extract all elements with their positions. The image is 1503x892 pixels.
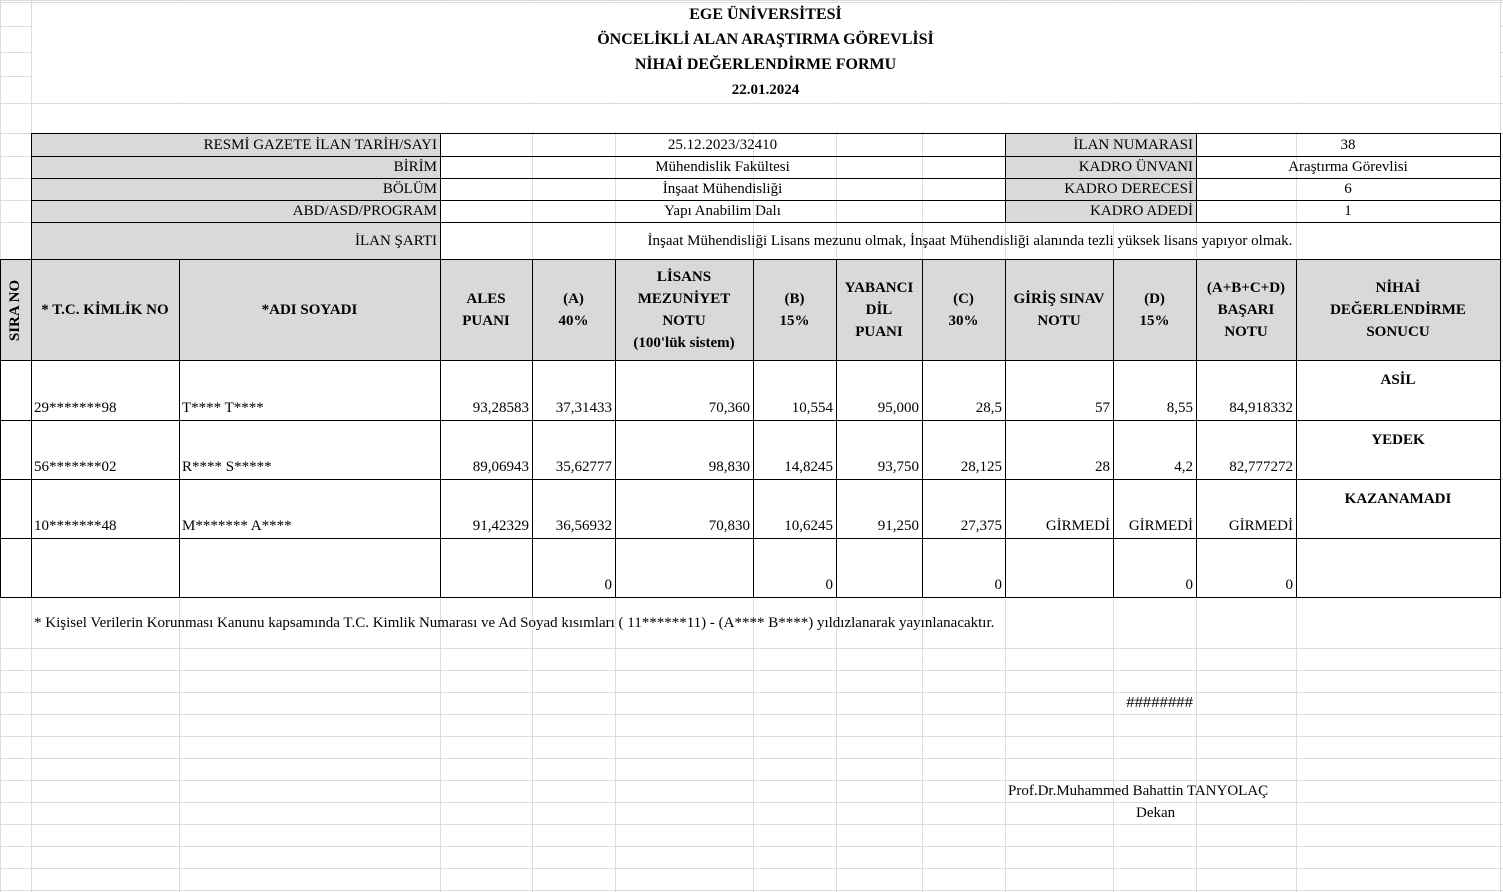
d-cell [1113, 480, 1196, 538]
a-header [532, 260, 615, 360]
giris-cell [1005, 361, 1113, 420]
gridline-horizontal [0, 670, 1503, 671]
info-label-condition-text: İLAN ŞARTI [354, 232, 437, 249]
info-label-cadre_title [1005, 156, 1196, 178]
name-cell [179, 539, 440, 597]
basari-cell-text: 0 [1285, 577, 1293, 593]
overflow-cell-text: ######## [1126, 694, 1193, 711]
giris-cell-text: GİRMEDİ [1045, 518, 1110, 534]
info-label-gazette [31, 133, 440, 156]
yabanci-header-line: DİL [865, 302, 893, 318]
signature-name-text: Prof.Dr.Muhammed Bahattin TANYOLAÇ [1008, 783, 1269, 799]
ales-cell-text: 93,28583 [472, 400, 529, 416]
d-header-lines [1140, 288, 1170, 332]
a-cell-text: 37,31433 [555, 400, 612, 416]
lisans-header [615, 260, 753, 360]
tc-cell [31, 421, 179, 479]
nihai-header [1296, 260, 1500, 360]
info-value-program-text: Yapı Anabilim Dalı [664, 203, 781, 219]
basari-cell [1196, 480, 1296, 538]
signature-title-text: Dekan [1136, 805, 1176, 821]
name-header-text: *ADI SOYADI [261, 302, 358, 318]
name-header [179, 260, 440, 360]
lisans-header-line: NOTU [662, 313, 706, 329]
tc-cell-text: 10*******48 [34, 518, 117, 534]
info-label-department [31, 178, 440, 200]
a-header-lines [559, 288, 589, 332]
university-title-text: EGE ÜNİVERSİTESİ [689, 6, 842, 23]
university-title [31, 4, 1500, 26]
footnote [31, 610, 1331, 636]
d-cell [1113, 421, 1196, 479]
result-cell [1296, 488, 1500, 532]
b-cell [753, 361, 836, 420]
ales-cell [440, 361, 532, 420]
lisans-cell [615, 421, 753, 479]
c-cell-text: 28,5 [975, 400, 1002, 416]
info-label-unit-text: BİRİM [393, 159, 437, 175]
lisans-header-line: MEZUNİYET [637, 291, 731, 307]
c-header-line: (C) [953, 291, 974, 307]
info-label-cadre_degree-text: KADRO DERECESİ [1064, 181, 1193, 197]
d-header-line: (D) [1144, 291, 1165, 307]
form-title-text: NİHAİ DEĞERLENDİRME FORMU [634, 55, 897, 73]
tc-cell [31, 361, 179, 420]
name-cell-text: M******* A**** [182, 518, 292, 534]
tc-cell [31, 480, 179, 538]
lisans-cell-text: 98,830 [708, 459, 750, 475]
signature-name [1005, 780, 1300, 802]
d-cell-text: 8,55 [1166, 400, 1193, 416]
info-label-program [31, 200, 440, 222]
c-cell [922, 480, 1005, 538]
d-cell [1113, 539, 1196, 597]
c-header [922, 260, 1005, 360]
result-cell [1296, 547, 1500, 591]
yabanci-header [836, 260, 922, 360]
info-value-ad_number [1196, 133, 1500, 156]
info-value-gazette [440, 133, 1005, 156]
d-header-line: 15% [1139, 313, 1170, 329]
giris-cell-text: 28 [1095, 459, 1110, 475]
info-value-department [440, 178, 1005, 200]
b-header-line: (B) [784, 291, 805, 307]
nihai-header-line: DEĞERLENDİRME [1330, 302, 1466, 318]
b-cell-text: 10,6245 [784, 518, 833, 534]
info-value-gazette-text: 25.12.2023/32410 [667, 136, 778, 153]
basari-header [1196, 260, 1296, 360]
border-line [1500, 259, 1501, 598]
info-value-cadre_title [1196, 156, 1500, 178]
giris-header-line: GİRİŞ SINAV [1013, 291, 1105, 307]
info-label-gazette-text: RESMİ GAZETE İLAN TARİH/SAYI [203, 136, 437, 153]
info-value-condition [440, 222, 1500, 259]
gridline-horizontal [0, 736, 1503, 737]
basari-header-line: NOTU [1224, 324, 1268, 340]
b-cell-text: 0 [825, 577, 833, 593]
lisans-cell [615, 480, 753, 538]
result-cell-text: KAZANAMADI [1344, 491, 1452, 507]
lisans-header-line: LİSANS [656, 269, 712, 285]
info-label-unit [31, 156, 440, 178]
d-cell [1113, 361, 1196, 420]
lisans-header-lines [633, 266, 734, 354]
c-cell-text: 0 [994, 577, 1002, 593]
gridline-horizontal [0, 846, 1503, 847]
lisans-cell-text: 70,830 [708, 518, 750, 534]
info-value-unit [440, 156, 1005, 178]
yabanci-cell [836, 480, 922, 538]
yabanci-cell-text: 95,000 [877, 400, 919, 416]
yabanci-cell [836, 539, 922, 597]
b-header-lines [780, 288, 810, 332]
lisans-header-line: (100'lük sistem) [633, 335, 735, 351]
tc-cell-text: 56*******02 [34, 459, 117, 475]
info-label-department-text: BÖLÜM [382, 181, 437, 197]
basari-cell [1196, 361, 1296, 420]
basari-header-line: BAŞARI [1217, 302, 1275, 318]
form-title [31, 53, 1500, 76]
nihai-header-line: SONUCU [1366, 324, 1430, 340]
sira-no-header-text: SIRA NO [7, 279, 23, 341]
a-cell [532, 421, 615, 479]
info-value-condition-text: İnşaat Mühendisliği Lisans mezunu olmak, İnşaat Mühendisliği alanında tezli yüksek lisans yapıyor olmak. [647, 232, 1293, 249]
tc-cell [31, 539, 179, 597]
info-label-cadre_count-text: KADRO ADEDİ [1090, 203, 1193, 219]
gridline-horizontal [0, 868, 1503, 869]
name-cell-text: R**** S***** [182, 459, 272, 475]
program-title-text: ÖNCELİKLİ ALAN ARAŞTIRMA GÖREVLİSİ [597, 31, 934, 48]
a-cell [532, 539, 615, 597]
basari-cell [1196, 539, 1296, 597]
gridline-horizontal [0, 714, 1503, 715]
ales-header-line: PUANI [462, 313, 510, 329]
giris-cell [1005, 480, 1113, 538]
a-header-line: (A) [563, 291, 584, 307]
c-cell-text: 27,375 [960, 518, 1002, 534]
basari-cell-text: GİRMEDİ [1228, 518, 1293, 534]
basari-header-line: (A+B+C+D) [1206, 280, 1286, 296]
info-value-ad_number-text: 38 [1340, 136, 1356, 153]
ales-cell [440, 539, 532, 597]
lisans-cell [615, 361, 753, 420]
giris-cell [1005, 539, 1113, 597]
name-cell-text: T**** T**** [182, 400, 264, 416]
a-cell-text: 36,56932 [555, 518, 612, 534]
yabanci-header-lines [845, 277, 914, 343]
info-value-cadre_degree [1196, 178, 1500, 200]
d-cell-text: 4,2 [1174, 459, 1193, 475]
b-cell-text: 10,554 [791, 400, 833, 416]
c-cell [922, 421, 1005, 479]
a-cell-text: 0 [604, 577, 612, 593]
tc-cell-text: 29*******98 [34, 400, 117, 416]
giris-cell-text: 57 [1095, 400, 1110, 416]
info-value-cadre_title-text: Araştırma Görevlisi [1288, 159, 1408, 175]
a-header-line: 40% [558, 313, 589, 329]
program-title [31, 28, 1500, 52]
ales-cell [440, 480, 532, 538]
info-value-cadre_count-text: 1 [1344, 203, 1352, 219]
result-cell [1296, 429, 1500, 473]
c-cell [922, 539, 1005, 597]
d-cell-text: GİRMEDİ [1128, 518, 1193, 534]
info-value-cadre_count [1196, 200, 1500, 222]
result-cell-text: ASİL [1380, 372, 1416, 388]
ales-header-lines [462, 288, 510, 332]
title-gap [32, 104, 1500, 132]
name-cell [179, 421, 440, 479]
yabanci-cell [836, 361, 922, 420]
info-label-ad_number [1005, 133, 1196, 156]
tc-header [31, 260, 179, 360]
info-label-ad_number-text: İLAN NUMARASI [1073, 136, 1193, 153]
name-cell [179, 480, 440, 538]
a-cell [532, 361, 615, 420]
info-label-cadre_degree [1005, 178, 1196, 200]
info-value-program [440, 200, 1005, 222]
signature-title [1133, 802, 1233, 824]
nihai-header-line: NİHAİ [1375, 280, 1421, 296]
basari-cell-text: 84,918332 [1229, 400, 1293, 416]
name-cell [179, 361, 440, 420]
b-header [753, 260, 836, 360]
overflow-cell [1113, 692, 1196, 714]
giris-header-lines [1013, 288, 1104, 332]
ales-header [440, 260, 532, 360]
ales-cell-text: 89,06943 [472, 459, 529, 475]
info-label-cadre_title-text: KADRO ÜNVANI [1078, 159, 1193, 175]
basari-cell [1196, 421, 1296, 479]
gridline-horizontal [0, 890, 1503, 891]
c-header-line: 30% [948, 313, 979, 329]
gridline-horizontal [0, 824, 1503, 825]
yabanci-header-line: YABANCI [844, 280, 914, 296]
form-date-text: 22.01.2024 [731, 82, 800, 98]
b-cell-text: 14,8245 [784, 459, 833, 475]
c-cell-text: 28,125 [960, 459, 1002, 475]
info-label-program-text: ABD/ASD/PROGRAM [292, 203, 437, 219]
gridline-horizontal [0, 692, 1503, 693]
nihai-header-lines [1330, 277, 1466, 343]
giris-cell [1005, 421, 1113, 479]
d-header [1113, 260, 1196, 360]
gridline-horizontal [0, 648, 1503, 649]
c-header-lines [949, 288, 979, 332]
lisans-cell [615, 539, 753, 597]
yabanci-cell [836, 421, 922, 479]
giris-header [1005, 260, 1113, 360]
border-line [0, 597, 1501, 598]
info-label-cadre_count [1005, 200, 1196, 222]
info-value-department-text: İnşaat Mühendisliği [662, 181, 783, 197]
ales-cell-text: 91,42329 [472, 518, 529, 534]
yabanci-cell-text: 93,750 [877, 459, 919, 475]
gridline-horizontal [0, 802, 1503, 803]
b-header-line: 15% [779, 313, 810, 329]
yabanci-cell-text: 91,250 [877, 518, 919, 534]
c-cell [922, 361, 1005, 420]
ales-header-line: ALES [466, 291, 506, 307]
a-cell [532, 480, 615, 538]
basari-cell-text: 82,777272 [1229, 459, 1293, 475]
gridline-horizontal [0, 0, 1503, 1]
giris-header-line: NOTU [1037, 313, 1081, 329]
b-cell [753, 539, 836, 597]
result-cell [1296, 369, 1500, 413]
ales-cell [440, 421, 532, 479]
lisans-cell-text: 70,360 [708, 400, 750, 416]
b-cell [753, 421, 836, 479]
tc-header-text: * T.C. KİMLİK NO [41, 302, 169, 318]
yabanci-header-line: PUANI [855, 324, 903, 340]
footnote-text: * Kişisel Verilerin Korunması Kanunu kapsamında T.C. Kimlik Numarası ve Ad Soyad kısımları ( 11******11) - (A**** B****) yıldızlanarak yayınlanacaktır. [34, 615, 995, 631]
info-label-condition [31, 222, 440, 259]
a-cell-text: 35,62777 [555, 459, 612, 475]
b-cell [753, 480, 836, 538]
form-date [31, 78, 1500, 102]
info-value-unit-text: Mühendislik Fakültesi [655, 159, 790, 175]
gridline-horizontal [0, 758, 1503, 759]
sira-no-header [0, 260, 31, 360]
d-cell-text: 0 [1185, 577, 1193, 593]
result-cell-text: YEDEK [1371, 432, 1425, 448]
info-value-cadre_degree-text: 6 [1344, 181, 1352, 197]
basari-header-lines [1207, 277, 1285, 343]
